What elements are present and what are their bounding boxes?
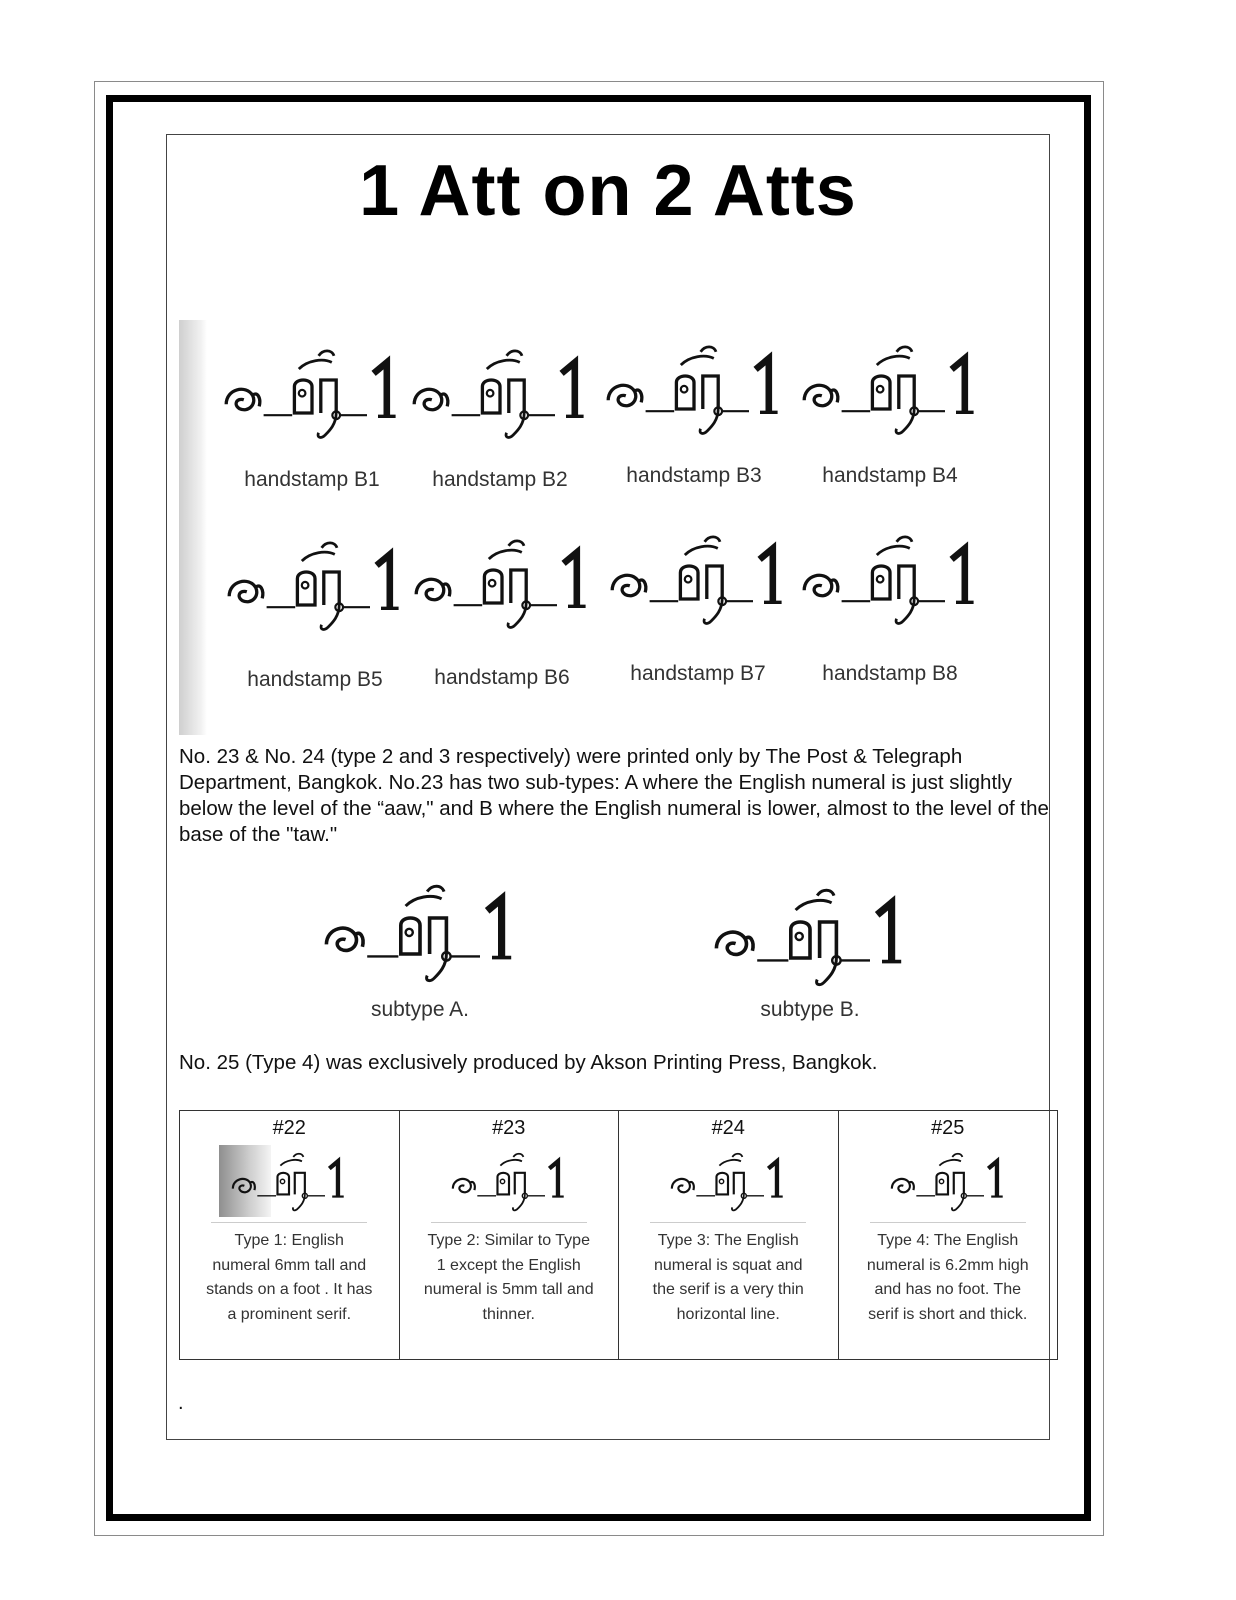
- type-glyph: [873, 1144, 1023, 1216]
- handstamp-sample: [790, 522, 990, 692]
- handstamp-label: handstamp B7: [630, 662, 766, 685]
- type-cell: [399, 1111, 619, 1360]
- subtype-sample: [680, 870, 940, 1040]
- handstamp-label: handstamp B1: [244, 468, 380, 491]
- type-comparison-table: [179, 1110, 1058, 1360]
- handstamp-glyph: [598, 522, 798, 632]
- type-number: #23: [492, 1117, 526, 1139]
- handstamp-glyph: [215, 528, 415, 638]
- handstamp-sample: [215, 528, 415, 698]
- handstamp-sample: [212, 336, 412, 506]
- handstamp-glyph: [594, 332, 794, 442]
- handstamp-sample: [400, 336, 600, 506]
- handstamp-label: handstamp B5: [247, 668, 383, 691]
- divider: [870, 1222, 1026, 1223]
- subtype-sample: [290, 870, 550, 1040]
- type-number: #24: [711, 1117, 745, 1139]
- akson-note-paragraph: No. 25 (Type 4) was exclusively produced by Akson Printing Press, Bangkok.: [179, 1051, 878, 1074]
- trailing-mark: .: [178, 1392, 184, 1414]
- type-cell: [180, 1111, 400, 1360]
- page-title: 1 Att on 2 Atts: [359, 151, 857, 231]
- handstamp-label: handstamp B2: [432, 468, 568, 491]
- type-description: Type 1: English numeral 6mm tall and stands on a foot . It has a prominent serif.: [206, 1232, 373, 1323]
- type-glyph: [214, 1144, 364, 1216]
- type-description: Type 2: Similar to Type 1 except the English numeral is 5mm tall and thinner.: [423, 1232, 594, 1323]
- type-cell: [838, 1111, 1058, 1360]
- handstamp-glyph: [400, 336, 600, 446]
- handstamp-glyph: [790, 522, 990, 632]
- handstamp-glyph: [790, 332, 990, 442]
- handstamp-label: handstamp B3: [626, 464, 762, 487]
- subtype-label: subtype B.: [760, 998, 860, 1021]
- type-glyph: [434, 1144, 584, 1216]
- subtype-label: subtype A.: [370, 998, 470, 1021]
- type-glyph: [653, 1144, 803, 1216]
- handstamp-sample: [402, 526, 602, 696]
- printing-note-paragraph: No. 23 & No. 24 (type 2 and 3 respectively) were printed only by The Post & Telegraph Department, Bangkok. No.23 has two sub-types: A where the English numeral is just slightly below the level of the “aaw," and B where the English numeral is lower, almost to the level of the base of the "taw.": [179, 745, 1049, 846]
- handstamp-sample: [790, 332, 990, 502]
- handstamp-label: handstamp B4: [822, 464, 958, 487]
- scan-shadow: [179, 320, 207, 735]
- handstamp-glyph: [402, 526, 602, 636]
- table-row: [180, 1111, 1058, 1360]
- divider: [211, 1222, 367, 1223]
- handstamp-label: handstamp B6: [434, 666, 570, 689]
- type-number: #25: [931, 1117, 965, 1139]
- subtype-glyph: [690, 874, 930, 994]
- type-number: #22: [272, 1117, 306, 1139]
- handstamp-glyph: [212, 336, 412, 446]
- handstamp-sample: [598, 522, 798, 692]
- divider: [650, 1222, 806, 1223]
- type-description: Type 4: The English numeral is 6.2mm high and has no foot. The serif is short and thick.: [866, 1232, 1029, 1323]
- type-cell: [619, 1111, 839, 1360]
- subtype-glyph: [300, 870, 540, 990]
- handstamp-sample: [594, 332, 794, 502]
- handstamp-label: handstamp B8: [822, 662, 958, 685]
- type-description: Type 3: The English numeral is squat and the serif is a very thin horizontal line.: [652, 1232, 804, 1323]
- divider: [431, 1222, 587, 1223]
